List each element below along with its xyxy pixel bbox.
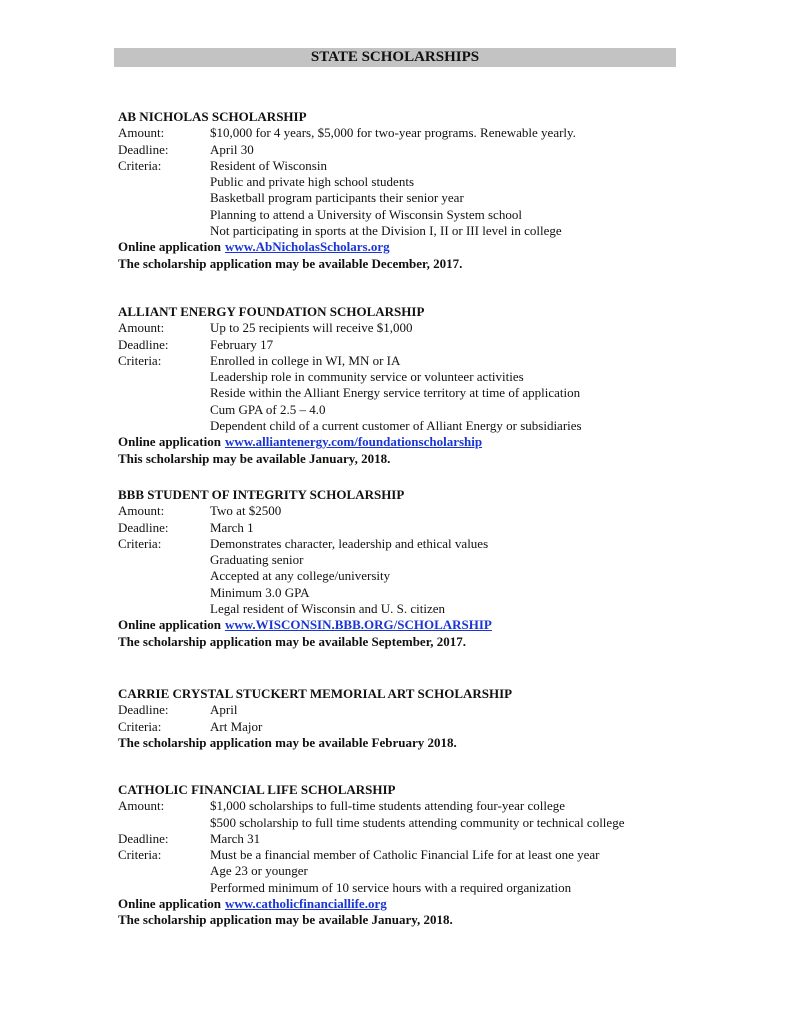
scholarship-carrie-stuckert (118, 686, 718, 751)
online-application-line (118, 896, 718, 912)
online-application-line (118, 239, 718, 255)
deadline-label: Deadline: (118, 519, 169, 535)
deadline-value: March 1 (210, 519, 254, 535)
deadline-value: April (210, 702, 238, 718)
online-application-label: Online application (118, 434, 221, 450)
scholarship-heading: ALLIANT ENERGY FOUNDATION SCHOLARSHIP (118, 304, 425, 319)
amount-row (118, 125, 718, 141)
criteria-item: Cum GPA of 2.5 – 4.0 (210, 401, 326, 417)
amount-row (118, 503, 718, 519)
amount-label: Amount: (118, 798, 165, 814)
deadline-row (118, 142, 718, 158)
deadline-label: Deadline: (118, 336, 169, 352)
criteria-item: Performed minimum of 10 service hours with a required organization (210, 879, 572, 895)
application-link[interactable]: www.AbNicholasScholars.org (224, 239, 390, 255)
criteria-label: Criteria: (118, 157, 162, 173)
criteria-item: Age 23 or younger (210, 863, 308, 879)
scholarship-catholic-financial-life (118, 782, 718, 929)
availability-note: The scholarship application may be available February 2018. (118, 734, 457, 750)
deadline-label: Deadline: (118, 702, 169, 718)
criteria-item: Planning to attend a University of Wisconsin System school (210, 206, 522, 222)
criteria-label: Criteria: (118, 352, 162, 368)
criteria-item: Public and private high school students (210, 174, 415, 190)
criteria-row (118, 353, 718, 434)
application-link[interactable]: www.alliantenergy.com/foundationscholarship (224, 434, 483, 450)
online-application-label: Online application (118, 239, 221, 255)
criteria-item: Basketball program participants their senior year (210, 190, 464, 206)
criteria-row (118, 536, 718, 617)
deadline-row (118, 520, 718, 536)
criteria-item: Art Major (210, 718, 263, 734)
criteria-item: Minimum 3.0 GPA (210, 584, 310, 600)
criteria-item: Dependent child of a current customer of Alliant Energy or subsidiaries (210, 418, 582, 434)
scholarship-heading: BBB STUDENT OF INTEGRITY SCHOLARSHIP (118, 487, 405, 502)
criteria-row (118, 719, 718, 735)
criteria-item: Not participating in sports at the Division I, II or III level in college (210, 223, 562, 239)
availability-note: This scholarship may be available January, 2018. (118, 450, 391, 466)
criteria-item: Resident of Wisconsin (210, 157, 327, 173)
online-application-line (118, 434, 718, 450)
scholarship-bbb-integrity (118, 487, 718, 650)
criteria-row (118, 158, 718, 239)
amount-label: Amount: (118, 125, 165, 141)
application-link[interactable]: www.catholicfinanciallife.org (224, 896, 387, 912)
deadline-row (118, 831, 718, 847)
criteria-item: Graduating senior (210, 552, 304, 568)
criteria-item: Enrolled in college in WI, MN or IA (210, 352, 401, 368)
amount-value: $500 scholarship to full time students attending community or technical college (210, 814, 625, 830)
availability-note: The scholarship application may be available January, 2018. (118, 912, 453, 928)
page-title: STATE SCHOLARSHIPS (114, 48, 676, 67)
amount-value: $10,000 for 4 years, $5,000 for two-year programs. Renewable yearly. (210, 125, 576, 141)
deadline-label: Deadline: (118, 141, 169, 157)
amount-label: Amount: (118, 320, 165, 336)
scholarship-heading: AB NICHOLAS SCHOLARSHIP (118, 109, 307, 124)
criteria-label: Criteria: (118, 535, 162, 551)
application-link[interactable]: www.WISCONSIN.BBB.ORG/SCHOLARSHIP (224, 617, 492, 633)
criteria-label: Criteria: (118, 718, 162, 734)
criteria-item: Demonstrates character, leadership and ethical values (210, 535, 489, 551)
scholarship-heading: CATHOLIC FINANCIAL LIFE SCHOLARSHIP (118, 782, 396, 797)
online-application-label: Online application (118, 896, 221, 912)
deadline-value: April 30 (210, 141, 254, 157)
criteria-item: Legal resident of Wisconsin and U. S. citizen (210, 601, 445, 617)
criteria-label: Criteria: (118, 847, 162, 863)
amount-value: $1,000 scholarships to full-time students attending four-year college (210, 798, 565, 814)
criteria-item: Leadership role in community service or volunteer activities (210, 369, 524, 385)
amount-label: Amount: (118, 503, 165, 519)
online-application-line (118, 617, 718, 633)
availability-note: The scholarship application may be available December, 2017. (118, 255, 463, 271)
scholarship-ab-nicholas (118, 109, 718, 272)
scholarship-heading: CARRIE CRYSTAL STUCKERT MEMORIAL ART SCHOLARSHIP (118, 686, 513, 701)
deadline-value: February 17 (210, 336, 274, 352)
criteria-item: Reside within the Alliant Energy service territory at time of application (210, 385, 581, 401)
deadline-row (118, 337, 718, 353)
amount-value: Two at $2500 (210, 503, 282, 519)
deadline-label: Deadline: (118, 830, 169, 846)
availability-note: The scholarship application may be available September, 2017. (118, 633, 467, 649)
amount-row (118, 798, 718, 831)
amount-row (118, 320, 718, 336)
criteria-row (118, 847, 718, 896)
amount-value: Up to 25 recipients will receive $1,000 (210, 320, 413, 336)
deadline-row (118, 702, 718, 718)
online-application-label: Online application (118, 617, 221, 633)
criteria-item: Accepted at any college/university (210, 568, 391, 584)
deadline-value: March 31 (210, 830, 261, 846)
criteria-item: Must be a financial member of Catholic Financial Life for at least one year (210, 847, 600, 863)
scholarship-alliant-energy (118, 304, 718, 467)
